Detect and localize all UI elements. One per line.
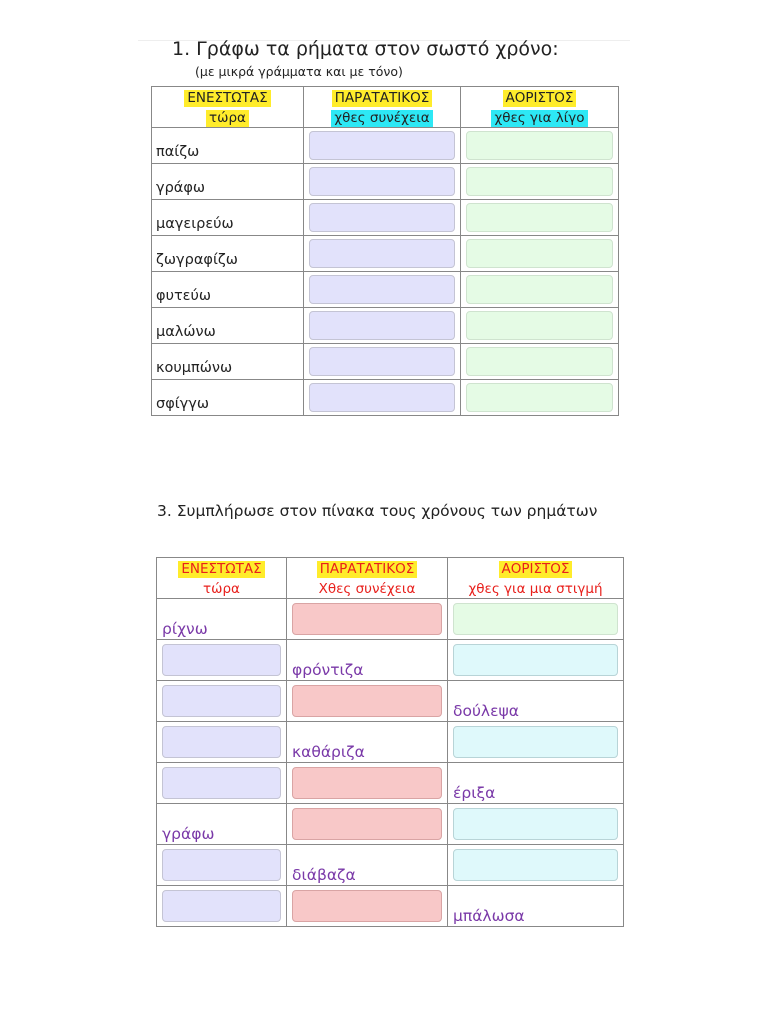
imperfect-answer-box[interactable] [292, 767, 442, 799]
aorist-answer-box[interactable] [466, 275, 613, 304]
imperfect-answer-box[interactable] [309, 239, 455, 268]
table-row [152, 200, 619, 236]
verb-cell [157, 599, 287, 640]
header-present-label: ΕΝΕΣΤΩΤΑΣ [178, 561, 264, 578]
imperfect-answer-box[interactable] [292, 808, 442, 840]
verb-cell [152, 308, 304, 344]
table-row [152, 236, 619, 272]
given-verb: καθάριζα [292, 743, 365, 761]
verb-cell [152, 344, 304, 380]
verb-cell [152, 380, 304, 416]
header-imperfect-hint: Χθες συνέχεια [318, 581, 416, 597]
table-header-row [157, 558, 624, 599]
imperfect-answer-box[interactable] [309, 203, 455, 232]
answer-cell [157, 845, 287, 886]
verb-cell [287, 640, 448, 681]
imperfect-answer-box[interactable] [309, 131, 455, 160]
verb-label: σφίγγω [156, 396, 209, 412]
header-aorist [461, 87, 619, 128]
aorist-answer-box[interactable] [466, 347, 613, 376]
exercise-1-subtitle: (με μικρά γράμματα και με τόνο) [195, 64, 403, 79]
given-verb: έριξα [453, 784, 496, 802]
present-answer-box[interactable] [162, 644, 281, 676]
aorist-answer-box[interactable] [453, 603, 618, 635]
aorist-answer-box[interactable] [453, 808, 618, 840]
table-row [152, 272, 619, 308]
answer-cell [157, 722, 287, 763]
verb-cell [152, 200, 304, 236]
verb-cell [287, 722, 448, 763]
header-present-hint: τώρα [206, 110, 249, 127]
given-verb: ρίχνω [162, 620, 208, 638]
verb-label: ζωγραφίζω [156, 252, 238, 268]
present-answer-box[interactable] [162, 726, 281, 758]
header-aorist [448, 558, 624, 599]
answer-cell [448, 845, 624, 886]
imperfect-answer-box[interactable] [309, 275, 455, 304]
given-verb: μπάλωσα [453, 907, 525, 925]
answer-cell [461, 128, 619, 164]
header-aorist-hint: χθες για λίγο [491, 110, 587, 127]
header-aorist-label: ΑΟΡΙΣΤΟΣ [499, 561, 573, 578]
aorist-answer-box[interactable] [466, 131, 613, 160]
table-row [157, 681, 624, 722]
answer-cell [448, 804, 624, 845]
imperfect-answer-box[interactable] [292, 890, 442, 922]
table-row [157, 763, 624, 804]
table-row [157, 722, 624, 763]
verb-cell [152, 236, 304, 272]
header-imperfect-label: ΠΑΡΑΤΑΤΙΚΟΣ [317, 561, 417, 578]
answer-cell [461, 344, 619, 380]
verb-cell [448, 886, 624, 927]
verb-cell [152, 272, 304, 308]
exercise-3-title: 3. Συμπλήρωσε στον πίνακα τους χρόνους των ρημάτων [157, 502, 598, 520]
imperfect-answer-box[interactable] [292, 685, 442, 717]
table-row [152, 344, 619, 380]
table-header-row [152, 87, 619, 128]
header-imperfect-hint: χθες συνέχεια [331, 110, 432, 127]
aorist-answer-box[interactable] [466, 311, 613, 340]
verb-label: γράφω [156, 180, 206, 196]
verb-label: μαγειρεύω [156, 216, 234, 232]
given-verb: διάβαζα [292, 866, 356, 884]
answer-cell [304, 272, 461, 308]
table-row [157, 640, 624, 681]
header-imperfect [287, 558, 448, 599]
aorist-answer-box[interactable] [466, 239, 613, 268]
answer-cell [157, 681, 287, 722]
header-imperfect-label: ΠΑΡΑΤΑΤΙΚΟΣ [332, 90, 432, 107]
table-row [152, 128, 619, 164]
answer-cell [461, 380, 619, 416]
answer-cell [448, 640, 624, 681]
exercise-1-table [151, 86, 619, 416]
answer-cell [304, 380, 461, 416]
given-verb: γράφω [162, 825, 215, 843]
answer-cell [448, 599, 624, 640]
answer-cell [304, 308, 461, 344]
table-row [152, 164, 619, 200]
exercise-1-title: 1. Γράφω τα ρήματα στον σωστό χρόνο: [172, 38, 559, 60]
header-present-hint: τώρα [203, 581, 240, 597]
present-answer-box[interactable] [162, 849, 281, 881]
answer-cell [287, 681, 448, 722]
answer-cell [304, 128, 461, 164]
table-row [152, 380, 619, 416]
imperfect-answer-box[interactable] [309, 311, 455, 340]
aorist-answer-box[interactable] [453, 726, 618, 758]
aorist-answer-box[interactable] [466, 203, 613, 232]
present-answer-box[interactable] [162, 767, 281, 799]
aorist-answer-box[interactable] [453, 849, 618, 881]
imperfect-answer-box[interactable] [309, 167, 455, 196]
imperfect-answer-box[interactable] [292, 603, 442, 635]
answer-cell [157, 640, 287, 681]
given-verb: δούλεψα [453, 702, 519, 720]
table-row [157, 599, 624, 640]
header-aorist-hint: χθες για μια στιγμή [468, 581, 603, 597]
answer-cell [461, 200, 619, 236]
aorist-answer-box[interactable] [466, 167, 613, 196]
answer-cell [304, 344, 461, 380]
given-verb: φρόντιζα [292, 661, 364, 679]
table-row [157, 845, 624, 886]
verb-cell [152, 128, 304, 164]
verb-label: φυτεύω [156, 288, 212, 304]
header-aorist-label: ΑΟΡΙΣΤΟΣ [503, 90, 577, 107]
answer-cell [287, 599, 448, 640]
verb-cell [287, 845, 448, 886]
table-row [157, 886, 624, 927]
answer-cell [461, 236, 619, 272]
answer-cell [304, 200, 461, 236]
verb-cell [157, 804, 287, 845]
table-row [152, 308, 619, 344]
answer-cell [157, 763, 287, 804]
verb-cell [448, 763, 624, 804]
aorist-answer-box[interactable] [453, 644, 618, 676]
answer-cell [287, 886, 448, 927]
header-present [152, 87, 304, 128]
header-present-label: ΕΝΕΣΤΩΤΑΣ [184, 90, 270, 107]
verb-label: κουμπώνω [156, 360, 233, 376]
imperfect-answer-box[interactable] [309, 347, 455, 376]
verb-cell [448, 681, 624, 722]
verb-label: μαλώνω [156, 324, 216, 340]
table-row [157, 804, 624, 845]
answer-cell [461, 272, 619, 308]
answer-cell [448, 722, 624, 763]
answer-cell [287, 804, 448, 845]
exercise-3-table [156, 557, 624, 927]
answer-cell [287, 763, 448, 804]
header-imperfect [304, 87, 461, 128]
header-present [157, 558, 287, 599]
aorist-answer-box[interactable] [466, 383, 613, 412]
answer-cell [461, 164, 619, 200]
answer-cell [461, 308, 619, 344]
answer-cell [304, 236, 461, 272]
imperfect-answer-box[interactable] [309, 383, 455, 412]
present-answer-box[interactable] [162, 685, 281, 717]
answer-cell [304, 164, 461, 200]
verb-label: παίζω [156, 144, 200, 160]
present-answer-box[interactable] [162, 890, 281, 922]
answer-cell [157, 886, 287, 927]
verb-cell [152, 164, 304, 200]
